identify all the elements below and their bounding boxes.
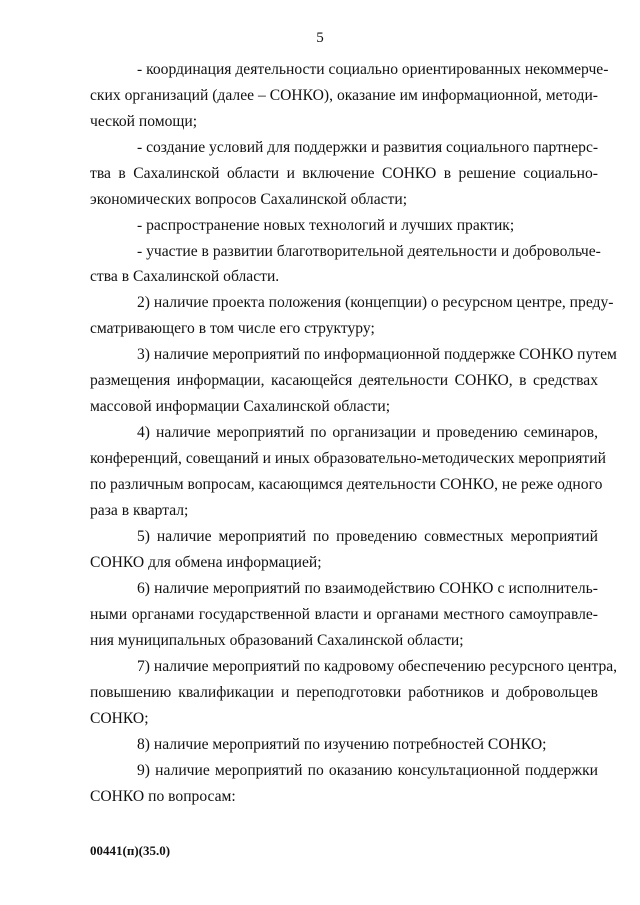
text-line: ства в Сахалинской области.: [90, 268, 280, 285]
text-line: раза в квартал;: [90, 502, 189, 519]
text-line: СОНКО по вопросам:: [90, 788, 236, 805]
text-line: по различным вопросам, касающимся деятельности СОНКО, не реже одного: [90, 476, 603, 493]
text-line: 4) наличие мероприятий по организации и проведению семинаров,: [137, 424, 598, 441]
text-line: 8) наличие мероприятий по изучению потребностей СОНКО;: [137, 736, 547, 753]
page-number: 5: [316, 30, 324, 46]
text-line: размещения информации, касающейся деятельности СОНКО, в средствах: [90, 372, 598, 389]
text-line: - распространение новых технологий и лучших практик;: [137, 217, 515, 234]
text-line: СОНКО для обмена информацией;: [90, 554, 322, 571]
footer-code: 00441(п)(35.0): [90, 843, 171, 858]
text-line: повышению квалификации и переподготовки работников и добровольцев: [90, 684, 598, 701]
text-line: 7) наличие мероприятий по кадровому обеспечению ресурсного центра,: [137, 658, 618, 675]
text-line: 6) наличие мероприятий по взаимодействию СОНКО с исполнитель-: [137, 580, 598, 597]
text-line: - создание условий для поддержки и развития социального партнерс-: [137, 139, 599, 156]
text-line: - участие в развитии благотворительной деятельности и добровольче-: [137, 243, 601, 260]
text-line: тва в Сахалинской области и включение СОНКО в решение социально-: [90, 165, 598, 182]
text-line: 9) наличие мероприятий по оказанию консультационной поддержки: [137, 762, 598, 779]
text-line: 5) наличие мероприятий по проведению совместных мероприятий: [137, 528, 598, 545]
text-line: - координация деятельности социально ориентированных некоммерче-: [137, 61, 609, 78]
text-line: ными органами государственной власти и органами местного самоуправле-: [90, 606, 598, 623]
text-line: ния муниципальных образований Сахалинской области;: [90, 632, 464, 649]
text-line: 2) наличие проекта положения (концепции) о ресурсном центре, преду-: [137, 294, 614, 311]
text-line: конференций, совещаний и иных образовательно-методических мероприятий: [90, 450, 606, 467]
text-line: экономических вопросов Сахалинской области;: [90, 191, 408, 208]
text-line: ческой помощи;: [90, 113, 198, 130]
text-line: 3) наличие мероприятий по информационной поддержке СОНКО путем: [137, 346, 617, 363]
text-line: массовой информации Сахалинской области;: [90, 398, 391, 415]
text-line: сматривающего в том числе его структуру;: [90, 320, 375, 337]
text-line: ских организаций (далее – СОНКО), оказание им информационной, методи-: [90, 87, 598, 104]
text-line: СОНКО;: [90, 710, 149, 727]
